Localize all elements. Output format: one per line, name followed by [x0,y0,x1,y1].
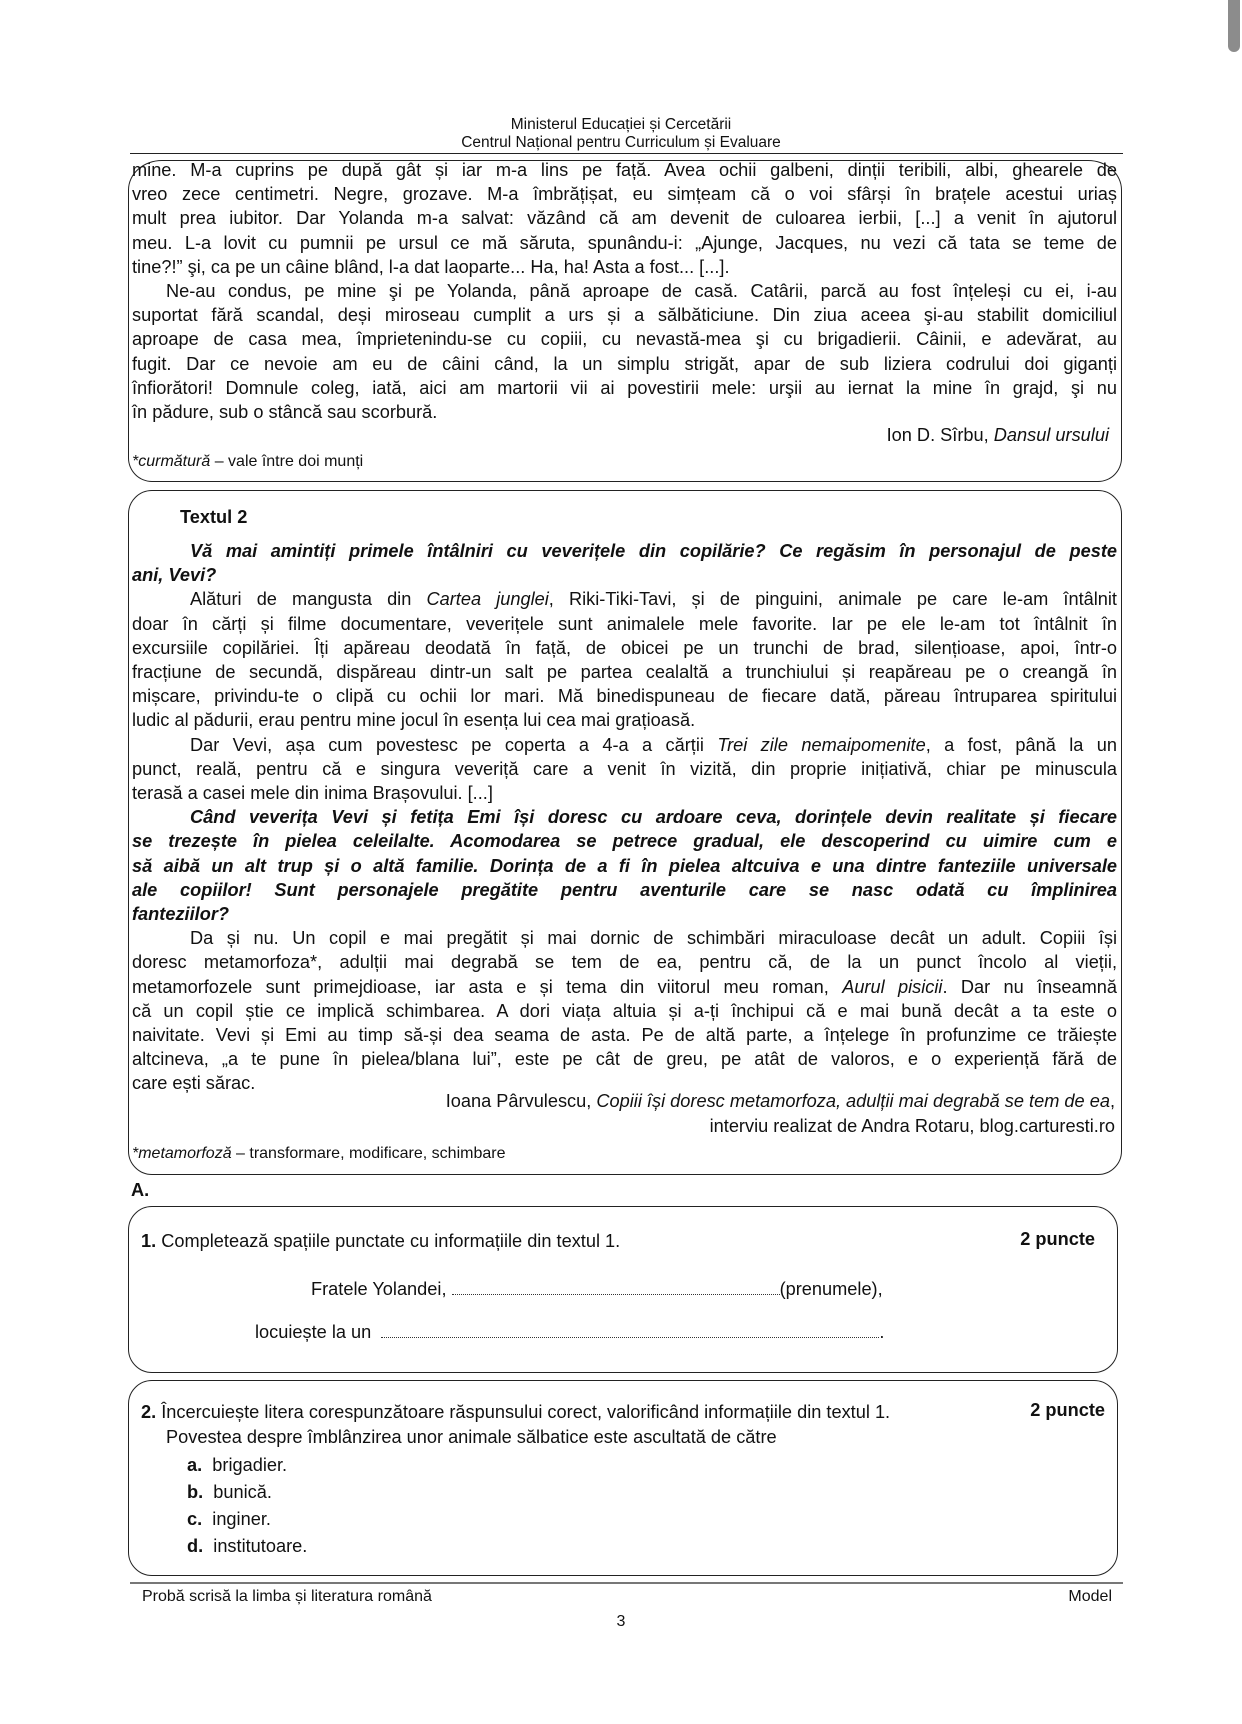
footer-exam-title: Probă scrisă la limba și literatura română [142,1588,432,1605]
text-line: fanteziilor? [132,904,230,925]
option-a[interactable] [187,1453,287,1477]
question2-points: 2 puncte [1030,1400,1105,1420]
text-fragment: , a fost, până la un [925,734,1117,755]
option-text: institutoare. [213,1536,308,1556]
footnote-term: *metamorfoză [132,1145,232,1162]
text2-body [132,539,1117,1096]
text-fragment: . Dar nu înseamnă [942,976,1117,997]
text-line: terasă a casei mele din inima Brașovului. [...] [132,783,493,804]
text-line: ludic al pădurii, erau pentru mine jocul în esența lui cea mai grațioasă. [132,710,696,731]
question1-blank2-row [255,1320,884,1344]
text-line: excursiile copilăriei. Îți apăreau deodată în față, de obicei pe un trunchi de brad, silențioase, apoi, într-o [132,637,1117,658]
question2-prompt [141,1400,890,1424]
text1-footnote [132,452,363,472]
text-line: în pădure, sub o stâncă sau scorbură. [132,402,438,423]
footnote-definition: – transformare, modificare, schimbare [231,1145,506,1162]
text-line: naivitate. Vevi și Emi au timp să-și dea seama de asta. Pe de altă parte, a înțelege în profunzime ce trăiește [132,1025,1117,1046]
source-author: Ion D. Sîrbu, [886,425,994,445]
blank-label: . [879,1322,885,1342]
option-letter: a. [187,1455,203,1475]
section-label: A. [131,1180,150,1200]
text-line: vreo zece centimetri. Negre, grozave. M-a îmbrățișat, eu simțeam că o voi sfârși în brațele acestui uriaș [132,184,1117,205]
blank-label: (prenumele), [779,1279,883,1299]
option-letter: b. [187,1482,204,1502]
text-line: meu. L-a lovit cu pumnii pe ursul ce mă săruta, spunându-i: „Ajunge, Jacques, nu vezi că tata se teme de [132,232,1117,253]
question-number: 1. [141,1231,157,1251]
text-line: să aibă un alt trup și o altă familie. Dorința de a fi în pielea altcuiva e una dintre fanteziile universale [132,855,1117,876]
blank-label: locuiește la un [255,1322,372,1342]
option-c[interactable] [187,1507,271,1531]
text-fragment: Alături de mangusta din [190,589,427,610]
text-fragment: , Riki-Tiki-Tavi, și de pinguini, animale pe care le-am întâlnit [548,589,1117,610]
source-title: Copiii își doresc metamorfoza, adulții mai degrabă se tem de ea [596,1091,1110,1111]
text2-box [128,490,1122,1175]
option-text: bunică. [213,1482,272,1502]
text-line: care ești sărac. [132,1073,256,1094]
text-fragment: Dar Vevi, așa cum povestesc pe coperta a 4-a a cărții [190,734,718,755]
scrollbar-thumb[interactable] [1228,0,1240,52]
text-line: doar în cărți și filme documentare, veverițele sunt animalele mele favorite. Iar pe ele le-am tot întâlnit în [132,613,1117,634]
text-fragment: , [1109,1091,1115,1111]
book-title: Aurul pisicii [842,976,943,997]
book-title: Cartea junglei [426,589,549,610]
text-line: înfiorători! Domnule coleg, iată, aici am martorii vii ai povestirii mele: urşii au iernat la mine în grajd, şi nu [132,377,1117,398]
footer-divider [130,1582,1123,1584]
question2-box [128,1380,1118,1576]
blank-label: Fratele Yolandei, [311,1279,447,1299]
text-line [132,975,1117,999]
header-ministry: Ministerul Educației și Cercetării [510,116,732,133]
text-line [132,587,1117,611]
question-number: 2. [141,1402,157,1422]
question1-prompt [141,1229,620,1253]
text-line: Da și nu. Un copil e mai pregătit și mai dornic de schimbări miraculoase decât un adult. Copiii își [190,928,1117,949]
text-line: doresc metamorfoza*, adulții mai degrabă se tem de ea, pentru că, de la un punct încolo al vieții, [132,952,1117,973]
text-line: Când veverița Vevi și fetița Emi își doresc cu ardoare ceva, dorințele devin realitate și fiecare [190,807,1117,828]
question1-points: 2 puncte [1020,1229,1095,1249]
text-line: tine?!” şi, ca pe un câine blând, l-a dat laoparte... Ha, ha! Asta a fost... [...]. [132,256,730,277]
footer-model: Model [1068,1588,1112,1605]
source-author: Ioana Pârvulescu, [445,1091,597,1111]
text2-source [446,1089,1115,1113]
text-line: punct, reală, pentru că e singura veveriță care a venit în vizită, din proprie inițiativă, chiar pe minuscula [132,758,1117,779]
option-letter: d. [187,1536,204,1556]
source-title: Dansul ursului [993,425,1109,445]
option-letter: c. [187,1509,203,1529]
question-text: Încercuiește litera corespunzătoare răspunsului corect, valorificând informațiile din textul 1. [161,1402,891,1422]
text-line: mișcare, privindu-te o clipă cu ochii lor mari. Mă binedispuneau de fiecare dată, păreau întruparea spiritului [132,686,1117,707]
footnote-definition: – vale între doi munți [210,453,364,470]
question-text: Completează spațiile punctate cu informațiile din textul 1. [161,1231,621,1251]
text-line: suportat fără scandal, deși miroseau cumplit a urs și a sălbăticiune. Din ziua aceea şi-au stabilit domiciliul [132,305,1117,326]
question1-blank1-row [311,1277,883,1301]
text2-source-line2: interviu realizat de Andra Rotaru, blog.carturesti.ro [709,1116,1115,1136]
book-title: Trei zile nemaipomenite [717,734,926,755]
text-line: ani, Vevi? [132,565,217,586]
option-d[interactable] [187,1534,307,1558]
text-line: că un copil știe ce implică schimbarea. A dori viața altuia și a-ți închipui că e mai bună decât a ta este o [132,1000,1117,1021]
footnote-term: *curmătură [132,453,211,470]
option-text: inginer. [212,1509,271,1529]
text-line: se trezește în pielea celeilalte. Acomodarea se petrece gradual, ele descoperind cu uimire cum e [132,831,1117,852]
text-line: mine. M-a cuprins pe după gât și iar m-a lins pe față. Avea ochii galbeni, dinții teribili, albi, ghearele de [132,160,1117,180]
question2-stem: Povestea despre îmblânzirea unor animale sălbatice este ascultată de către [166,1427,777,1447]
option-b[interactable] [187,1480,272,1504]
text-line [132,733,1117,757]
text1-box [128,160,1122,482]
option-text: brigadier. [212,1455,288,1475]
text-line: fracțiune de secundă, dispăreau dintr-un salt pe partea cealaltă a trunchiului și reapăreau pe o creangă în [132,662,1117,683]
text-line: altcineva, „a te pune în pielea/blana lui”, este pe cât de greu, pe atât de valoros, e o experiență fără de [132,1049,1117,1070]
text2-title: Textul 2 [180,507,248,527]
text1-body [132,158,1117,424]
question1-box [128,1206,1118,1373]
text-line: mult prea iubitor. Dar Yolanda m-a salvat: văzând că am devenit de culoarea ierbii, [...] a venit în ajutorul [132,208,1117,229]
header-center: Centrul Național pentru Curriculum și Evaluare [461,134,781,151]
page-number: 3 [616,1613,626,1630]
text-fragment: metamorfozele sunt primejdioase, iar asta e și tema din viitorul meu roman, [132,976,843,997]
text-line: Vă mai amintiți primele întâlniri cu veverițele din copilărie? Ce regăsim în personajul de peste [190,541,1117,561]
text2-footnote [132,1144,505,1164]
answer-blank-name[interactable] [452,1280,780,1295]
text-line: aproape de casa mea, împrietenindu-se cu copiii, cu nevastă-mea şi cu brigadierii. Câinii, e adevărat, au [132,329,1117,350]
header-divider [130,153,1123,154]
text-line: ale copiilor! Sunt personajele pregătite pentru aventurile care se nasc odată cu împlinirea [132,879,1117,900]
text1-source [887,423,1109,447]
answer-blank-place[interactable] [381,1323,879,1338]
text-line: Ne-au condus, pe mine şi pe Yolanda, până aproape de casă. Catârii, parcă au fost înțeleși cu ei, i-au [166,281,1117,302]
text-line: fugit. Dar ce nevoie am eu de câini când, la un simplu strigăt, apar de sub liziera codrului doi giganți [132,353,1117,374]
